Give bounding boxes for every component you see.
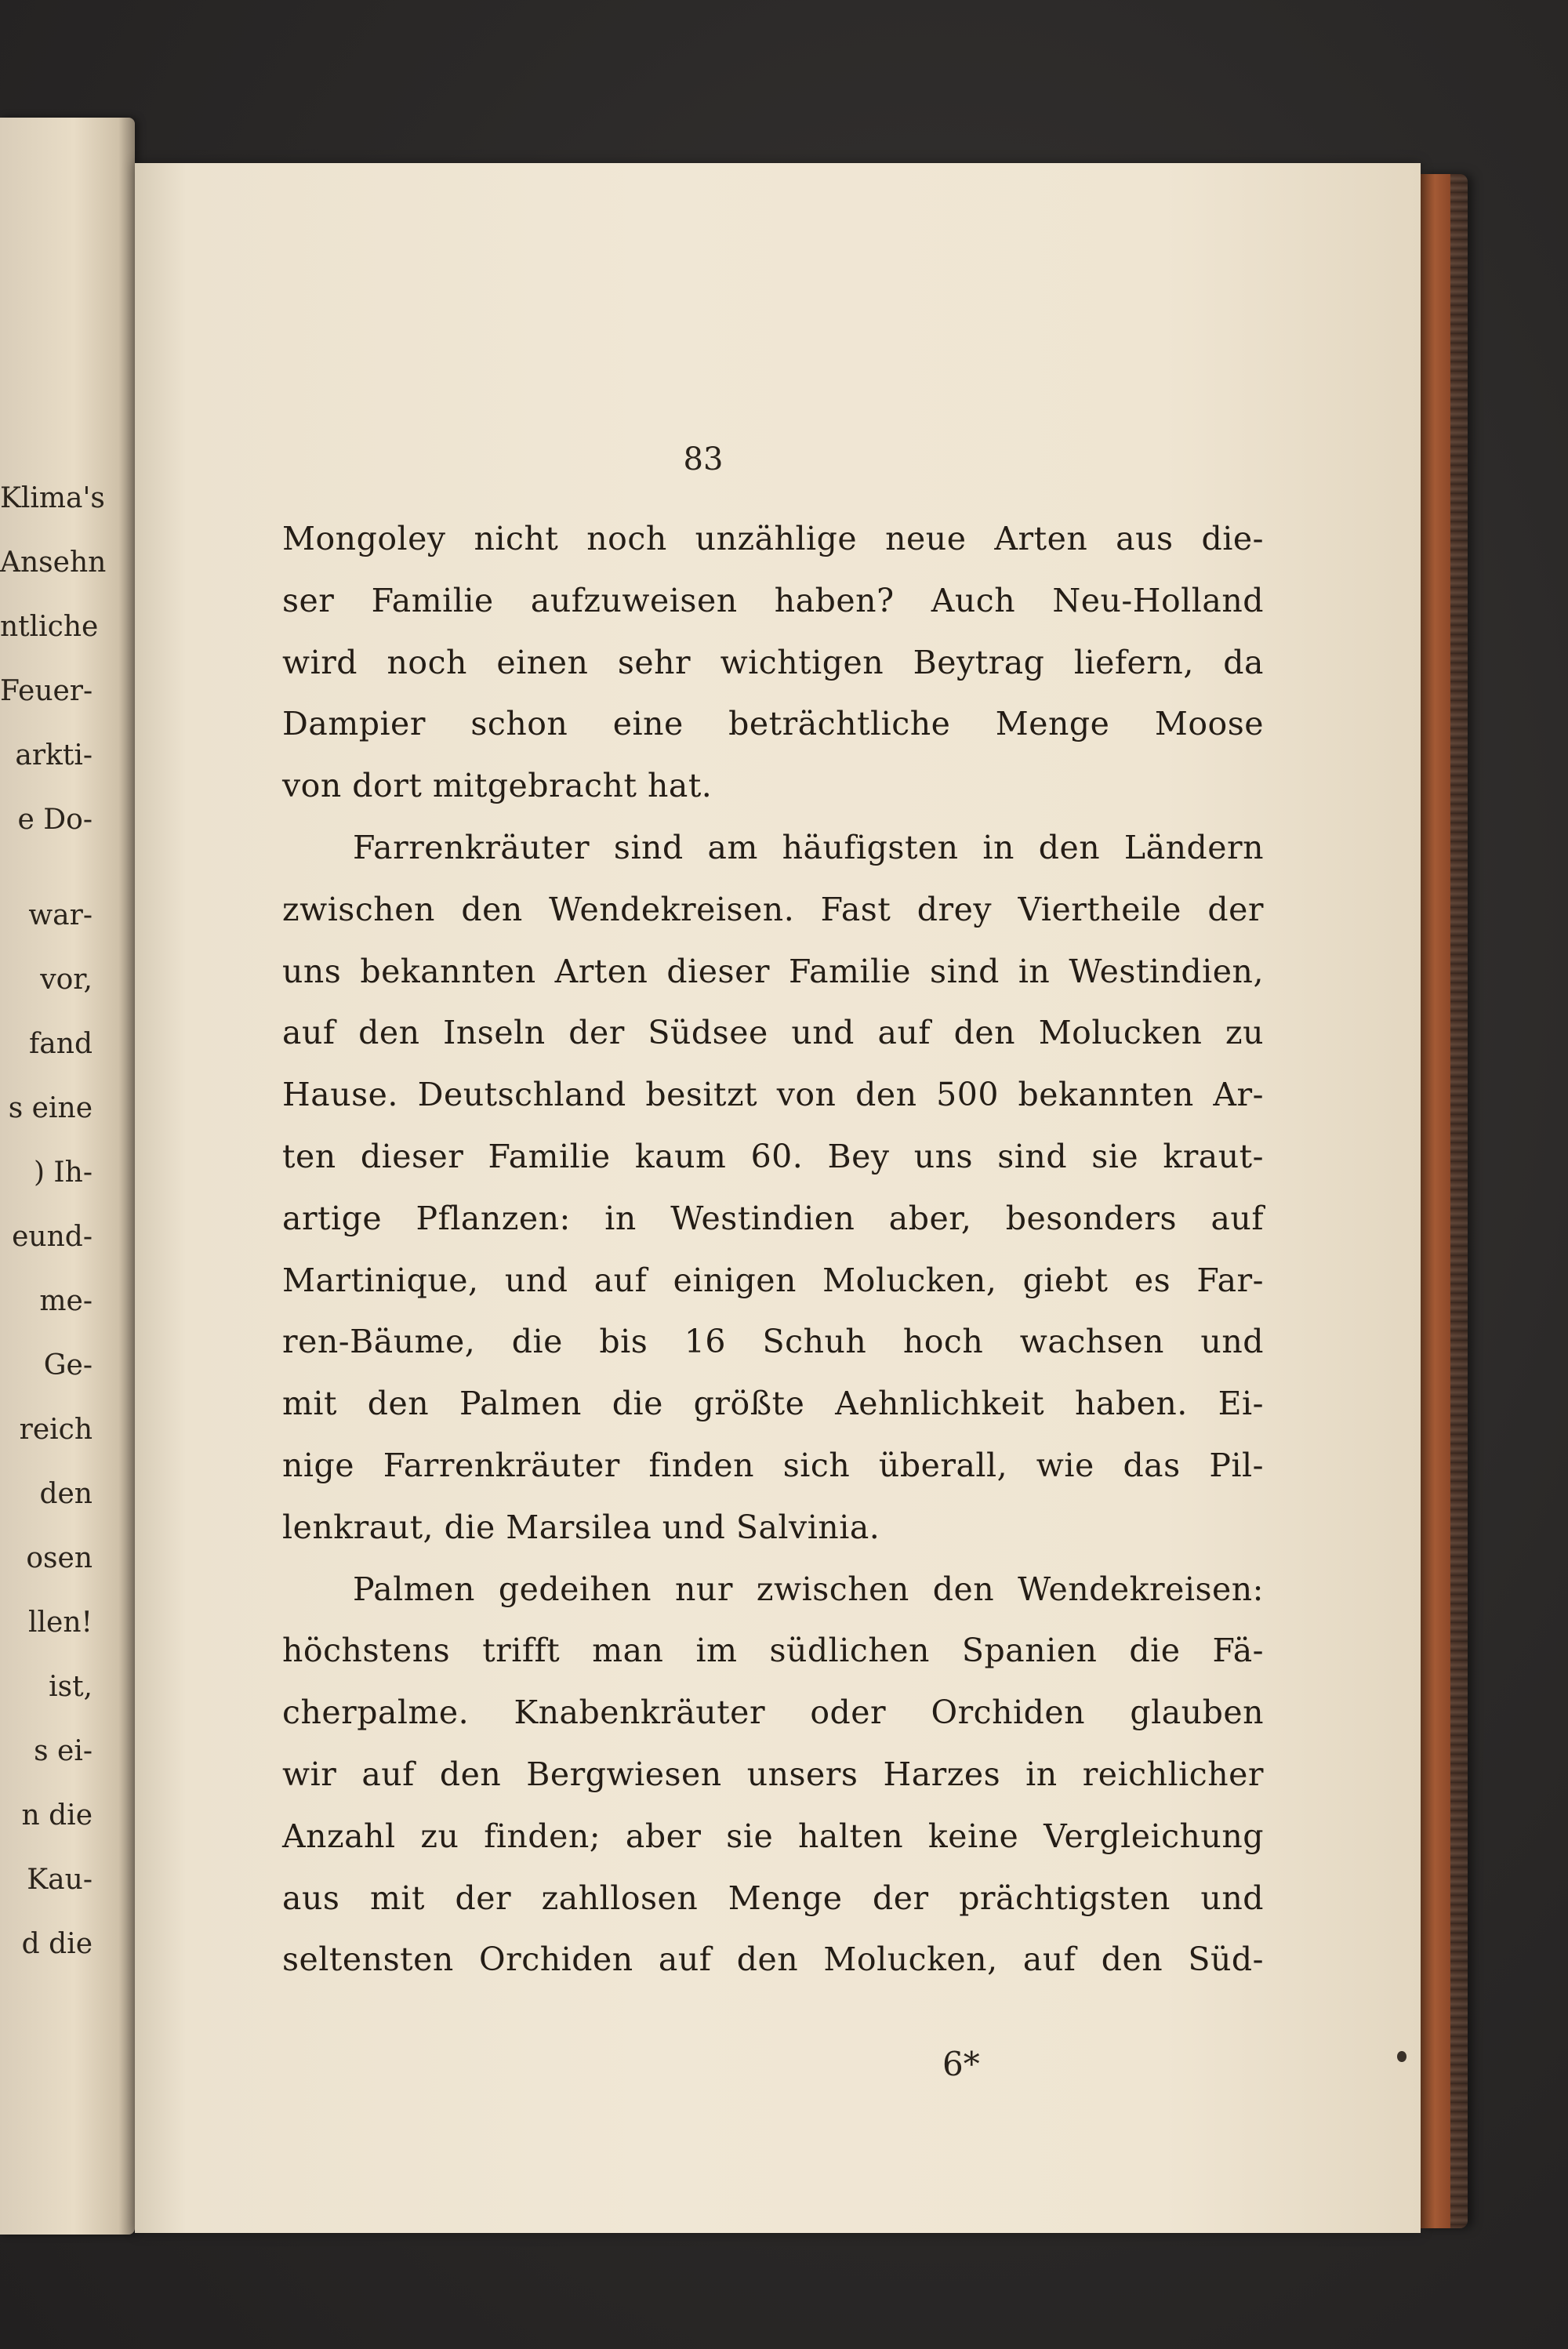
body-text: [282, 508, 1264, 1991]
text-line: wird noch einen sehr wichtigen Beytrag liefern, da: [282, 643, 1264, 681]
text-line: aus mit der zahllosen Menge der prächtigsten und: [282, 1879, 1264, 1917]
fragment-line: Klima's: [0, 482, 105, 514]
text-line: wir auf den Bergwiesen unsers Harzes in reichlicher: [282, 1755, 1264, 1793]
text-line: von dort mitgebracht hat.: [282, 767, 713, 805]
text-line: auf den Inseln der Südsee und auf den Molucken zu: [282, 1014, 1264, 1052]
fragment-line: fand: [28, 1028, 93, 1060]
fragment-line: d die: [21, 1928, 93, 1960]
fragment-line: war-: [28, 899, 93, 931]
ink-speck: [1397, 2051, 1406, 2062]
text-line: cherpalme. Knabenkräuter oder Orchiden glauben: [282, 1694, 1264, 1732]
fragment-line: Ansehn: [0, 546, 107, 579]
text-line: lenkraut, die Marsilea und Salvinia.: [282, 1508, 880, 1546]
text-line: Martinique, und auf einigen Molucken, giebt es Far-: [282, 1261, 1264, 1299]
text-line: nige Farrenkräuter finden sich überall, wie das Pil-: [282, 1446, 1264, 1484]
text-line: uns bekannten Arten dieser Familie sind in Westindien,: [282, 952, 1264, 990]
text-line: ren-Bäume, die bis 16 Schuh hoch wachsen und: [282, 1323, 1264, 1361]
fragment-line: s eine: [8, 1092, 93, 1124]
text-line: Mongoley nicht noch unzählige neue Arten aus die-: [282, 520, 1264, 557]
text-line: ser Familie aufzuweisen haben? Auch Neu-Holland: [282, 581, 1264, 619]
text-line: ten dieser Familie kaum 60. Bey uns sind sie kraut-: [282, 1137, 1264, 1175]
fragment-line: me-: [39, 1285, 93, 1317]
previous-page-edge: [0, 118, 135, 2235]
fragment-line: reich: [19, 1414, 93, 1446]
book-cover-edge: [1421, 174, 1468, 2228]
fragment-line: Kau-: [27, 1864, 93, 1896]
fragment-line: ist,: [49, 1671, 93, 1703]
fragment-line: arkti-: [15, 739, 93, 772]
fragment-line: e Do-: [17, 804, 93, 836]
fragment-line: Feuer-: [0, 675, 93, 707]
text-line: mit den Palmen die größte Aehnlichkeit haben. Ei-: [282, 1385, 1264, 1423]
fragment-line: n die: [21, 1799, 93, 1832]
fragment-line: s ei-: [34, 1735, 93, 1767]
fragment-line: vor,: [40, 964, 93, 996]
text-line: Farrenkräuter sind am häufigsten in den Ländern: [353, 828, 1264, 866]
fragment-line: llen!: [28, 1607, 93, 1639]
text-line: höchstens trifft man im südlichen Spanien die Fä-: [282, 1632, 1264, 1670]
fragment-line: ) Ih-: [33, 1156, 93, 1189]
text-line: seltensten Orchiden auf den Molucken, auf den Süd-: [282, 1941, 1264, 1979]
fragment-line: eund-: [12, 1221, 93, 1253]
signature-mark: 6*: [942, 2045, 980, 2083]
fragment-line: ntliche: [0, 611, 99, 643]
text-line: Dampier schon eine beträchtliche Menge Moose: [282, 705, 1264, 743]
fragment-line: osen: [26, 1542, 93, 1574]
fragment-gap: [0, 852, 93, 884]
fragment-line: Ge-: [43, 1349, 93, 1381]
text-line: artige Pflanzen: in Westindien aber, besonders auf: [282, 1199, 1264, 1237]
previous-page-fragments: [0, 467, 107, 1977]
text-line: Anzahl zu finden; aber sie halten keine Vergleichung: [282, 1817, 1264, 1855]
fragment-line: den: [39, 1478, 93, 1510]
book-page: [135, 163, 1421, 2233]
text-line: zwischen den Wendekreisen. Fast drey Viertheile der: [282, 890, 1264, 928]
text-line: Hause. Deutschland besitzt von den 500 bekannten Ar-: [282, 1076, 1264, 1114]
page-number: 83: [683, 441, 724, 477]
text-line: Palmen gedeihen nur zwischen den Wendekreisen:: [353, 1570, 1264, 1608]
